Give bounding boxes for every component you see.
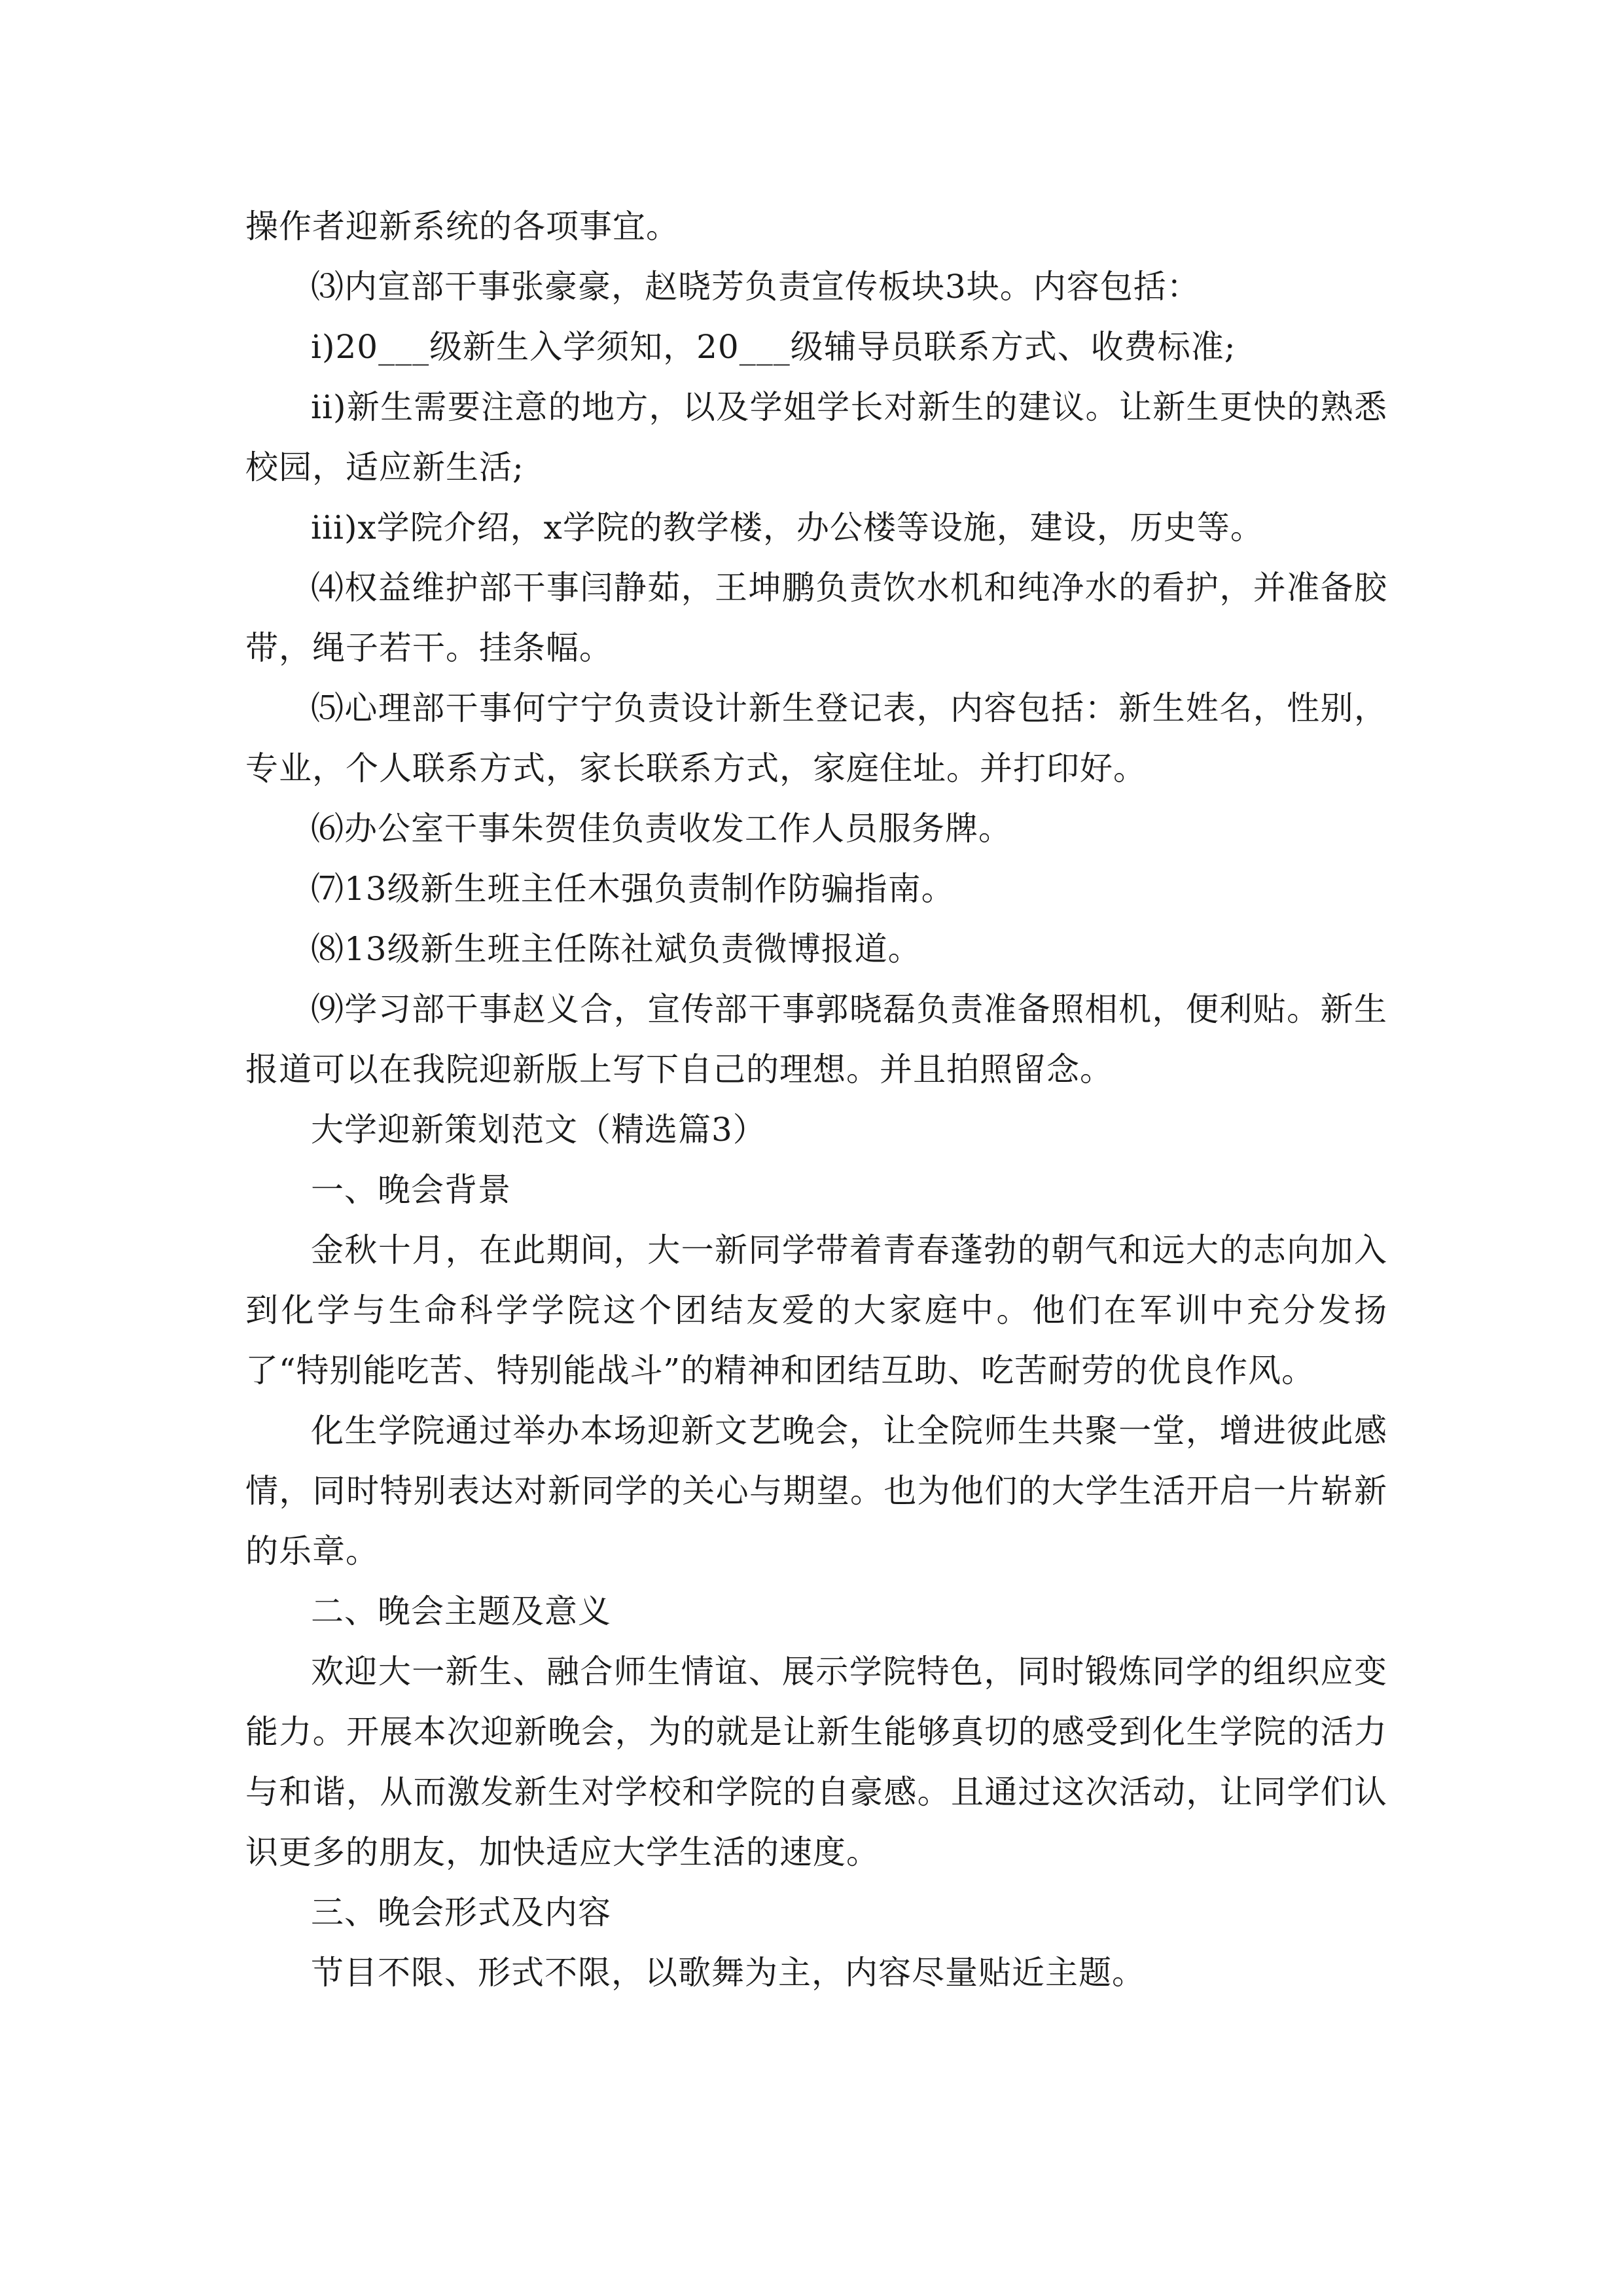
section-heading: 三、晚会形式及内容: [311, 1893, 611, 1931]
paragraph: iii)x学院介绍，x学院的教学楼，办公楼等设施，建设，历史等。: [311, 509, 1264, 547]
document-body: [245, 196, 1387, 2003]
section-heading: 二、晚会主题及意义: [311, 1592, 611, 1630]
paragraph: ⑶内宣部干事张豪豪，赵晓芳负责宣传板块3块。内容包括：: [311, 268, 1200, 306]
paragraph: ⑻13级新生班主任陈社斌负责微博报道。: [311, 930, 921, 968]
paragraph: 节目不限、形式不限，以歌舞为主，内容尽量贴近主题。: [311, 1954, 1145, 1992]
section-title: 大学迎新策划范文（精选篇3）: [311, 1111, 766, 1149]
paragraph: 欢迎大一新生、融合师生情谊、展示学院特色，同时锻炼同学的组织应变能力。开展本次迎新晚会，为的就是让新生能够真切的感受到化生学院的活力与和谐，从而激发新生对学校和学院的自豪感。且通过这次活动，让同学们认识更多的朋友，加快适应大学生活的速度。: [245, 1653, 1387, 1871]
paragraph: 操作者迎新系统的各项事宜。: [245, 207, 679, 245]
paragraph: ⑷权益维护部干事闫静茹，王坤鹏负责饮水机和纯净水的看护，并准备胶带，绳子若干。挂条幅。: [245, 569, 1387, 667]
section-heading: 一、晚会背景: [311, 1171, 511, 1209]
paragraph: ⑼学习部干事赵义合，宣传部干事郭晓磊负责准备照相机，便利贴。新生报道可以在我院迎新版上写下自己的理想。并且拍照留念。: [245, 990, 1387, 1088]
paragraph: 金秋十月，在此期间，大一新同学带着青春蓬勃的朝气和远大的志向加入到化学与生命科学学院这个团结友爱的大家庭中。他们在军训中充分发扬了“特别能吃苦、特别能战斗”的精神和团结互助、吃苦耐劳的优良作风。: [245, 1231, 1387, 1390]
paragraph: ⑹办公室干事朱贺佳负责收发工作人员服务牌。: [311, 810, 1012, 848]
paragraph: ii)新生需要注意的地方，以及学姐学长对新生的建议。让新生更快的熟悉校园，适应新生活;: [245, 388, 1387, 486]
paragraph: i)20___级新生入学须知，20___级辅导员联系方式、收费标准;: [311, 328, 1236, 366]
paragraph: 化生学院通过举办本场迎新文艺晚会，让全院师生共聚一堂，增进彼此感情，同时特别表达对新同学的关心与期望。也为他们的大学生活开启一片崭新的乐章。: [245, 1412, 1387, 1570]
paragraph: ⑺13级新生班主任木强负责制作防骗指南。: [311, 870, 955, 908]
paragraph: ⑸心理部干事何宁宁负责设计新生登记表，内容包括：新生姓名，性别，专业，个人联系方式，家长联系方式，家庭住址。并打印好。: [245, 689, 1387, 787]
